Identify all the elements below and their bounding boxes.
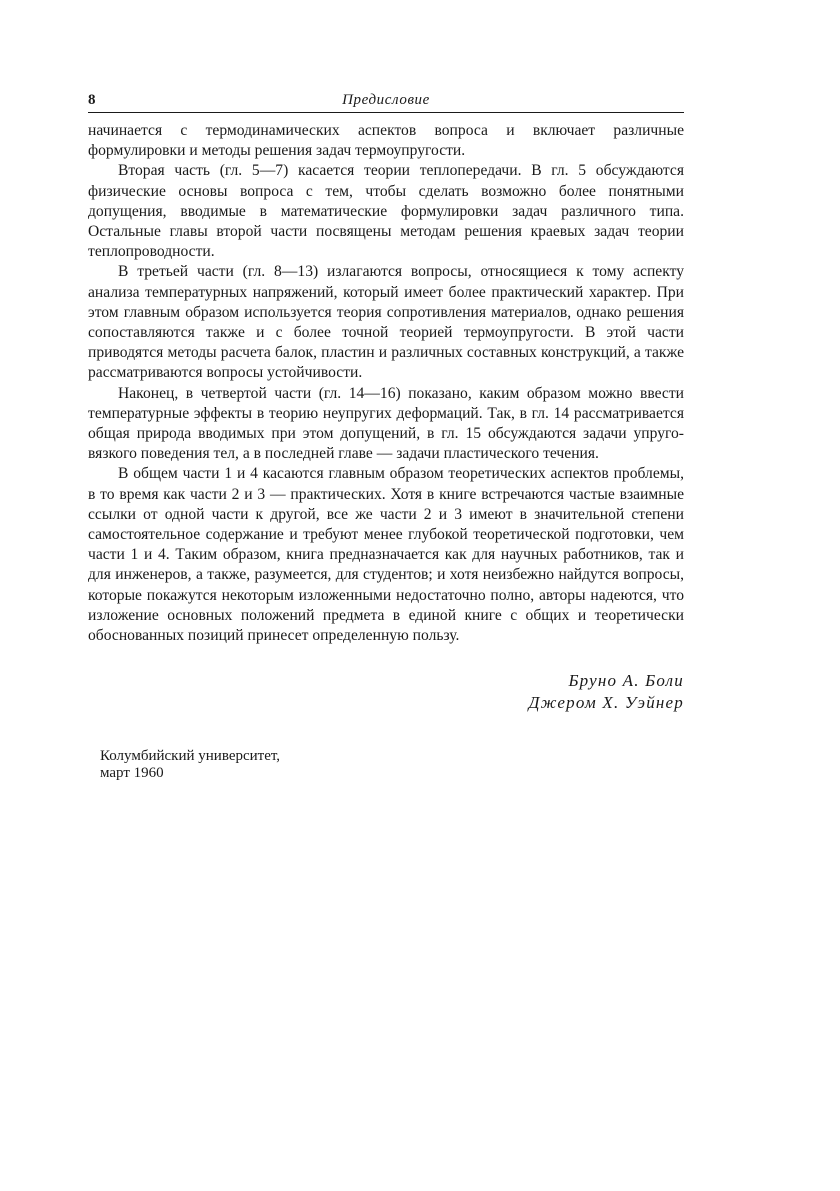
place-and-date — [100, 748, 684, 782]
page-number: 8 — [88, 92, 96, 108]
header-rule — [88, 112, 684, 113]
document-page — [88, 92, 684, 782]
paragraph-part-four: Наконец, в четвертой части (гл. 14—16) показано, каким образом можно ввести температурные эффекты в теорию неупругих деформаций. Так, в гл. 14 рассматривается общая природа вводимых при этом допущений, в гл. 15 обсуждаются задачи упруго-вязкого поведения тел, а в последней главе — задачи пластического течения. — [88, 384, 684, 463]
body-text — [88, 121, 684, 646]
paragraph-continuation: начинается с термодинамических аспектов вопроса и включает различные формулировки и методы решения задач термоупругости. — [88, 122, 684, 160]
author-signatures — [88, 670, 684, 714]
author-name-1: Бруно А. Боли — [568, 671, 684, 691]
date-line: март 1960 — [100, 765, 164, 782]
author-name-2: Джером Х. Уэйнер — [528, 693, 684, 713]
paragraph-part-three: В третьей части (гл. 8—13) излагаются вопросы, относящиеся к тому аспекту анализа температурных напряжений, который имеет более практический характер. При этом главным образом используется теория сопротивления материалов, однако решения сопоставляются также и с более точной теорией термоупругости. В этой части приводятся методы расчета балок, пластин и различных составных конструкций, а также рассматриваются вопросы устойчивости. — [88, 263, 684, 382]
running-title: Предисловие — [342, 92, 430, 108]
paragraph-part-two: Вторая часть (гл. 5—7) касается теории теплопередачи. В гл. 5 обсуждаются физические основы вопроса с тем, чтобы сделать возможно более понятными допущения, вводимые в математические формулировки задач различного типа. Остальные главы второй части посвящены методам решения краевых задач теории теплопроводности. — [88, 162, 684, 261]
place-line: Колумбийский университет, — [100, 748, 281, 765]
running-header — [88, 92, 684, 112]
paragraph-summary: В общем части 1 и 4 касаются главным образом теоретических аспектов проблемы, в то время как части 2 и 3 — практических. Хотя в книге встречаются частые взаимные ссылки от одной части к другой, все же части 2 и 3 имеют в значительной степени самостоятельное содержание и требуют менее глубокой теоретической подготовки, чем части 1 и 4. Таким образом, книга предназначается как для научных работников, так и для инженеров, а также, разумеется, для студентов; и хотя неизбежно найдутся вопросы, которые покажутся некоторым изложенными недостаточно полно, авторы надеются, что изложение основных положений предмета в единой книге с общих и теоретически обоснованных позиций принесет определенную пользу. — [88, 465, 684, 645]
